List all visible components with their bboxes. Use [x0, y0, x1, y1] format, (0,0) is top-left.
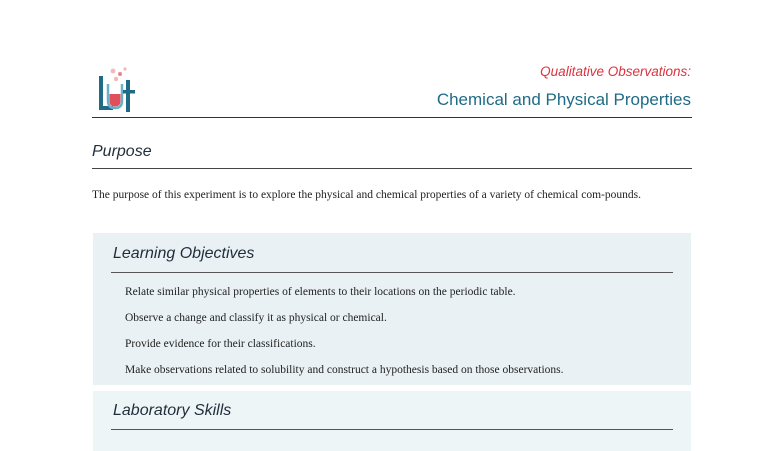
purpose-paragraph: The purpose of this experiment is to explore the physical and chemical properties of a variety of chemical com-pounds.	[92, 189, 641, 201]
lab-beaker-logo-icon	[96, 66, 138, 116]
laboratory-skills-heading: Laboratory Skills	[113, 402, 232, 419]
learning-objectives-list	[125, 279, 564, 383]
purpose-heading: Purpose	[92, 143, 152, 160]
document-subtitle: Qualitative Observations:	[540, 64, 691, 79]
list-item: Relate similar physical properties of elements to their locations on the periodic table.	[125, 286, 516, 298]
laboratory-skills-box	[93, 391, 691, 451]
document-title: Chemical and Physical Properties	[436, 90, 691, 109]
list-item: Make observations related to solubility and construct a hypothesis based on those observations.	[125, 364, 564, 376]
laboratory-skills-divider	[111, 429, 673, 430]
learning-objectives-heading: Learning Objectives	[113, 245, 255, 262]
learning-objectives-divider	[111, 272, 673, 273]
learning-objectives-box	[93, 233, 691, 385]
header-divider	[92, 117, 692, 118]
purpose-divider	[92, 168, 692, 169]
list-item: Observe a change and classify it as physical or chemical.	[125, 312, 387, 324]
list-item: Provide evidence for their classifications.	[125, 338, 316, 350]
